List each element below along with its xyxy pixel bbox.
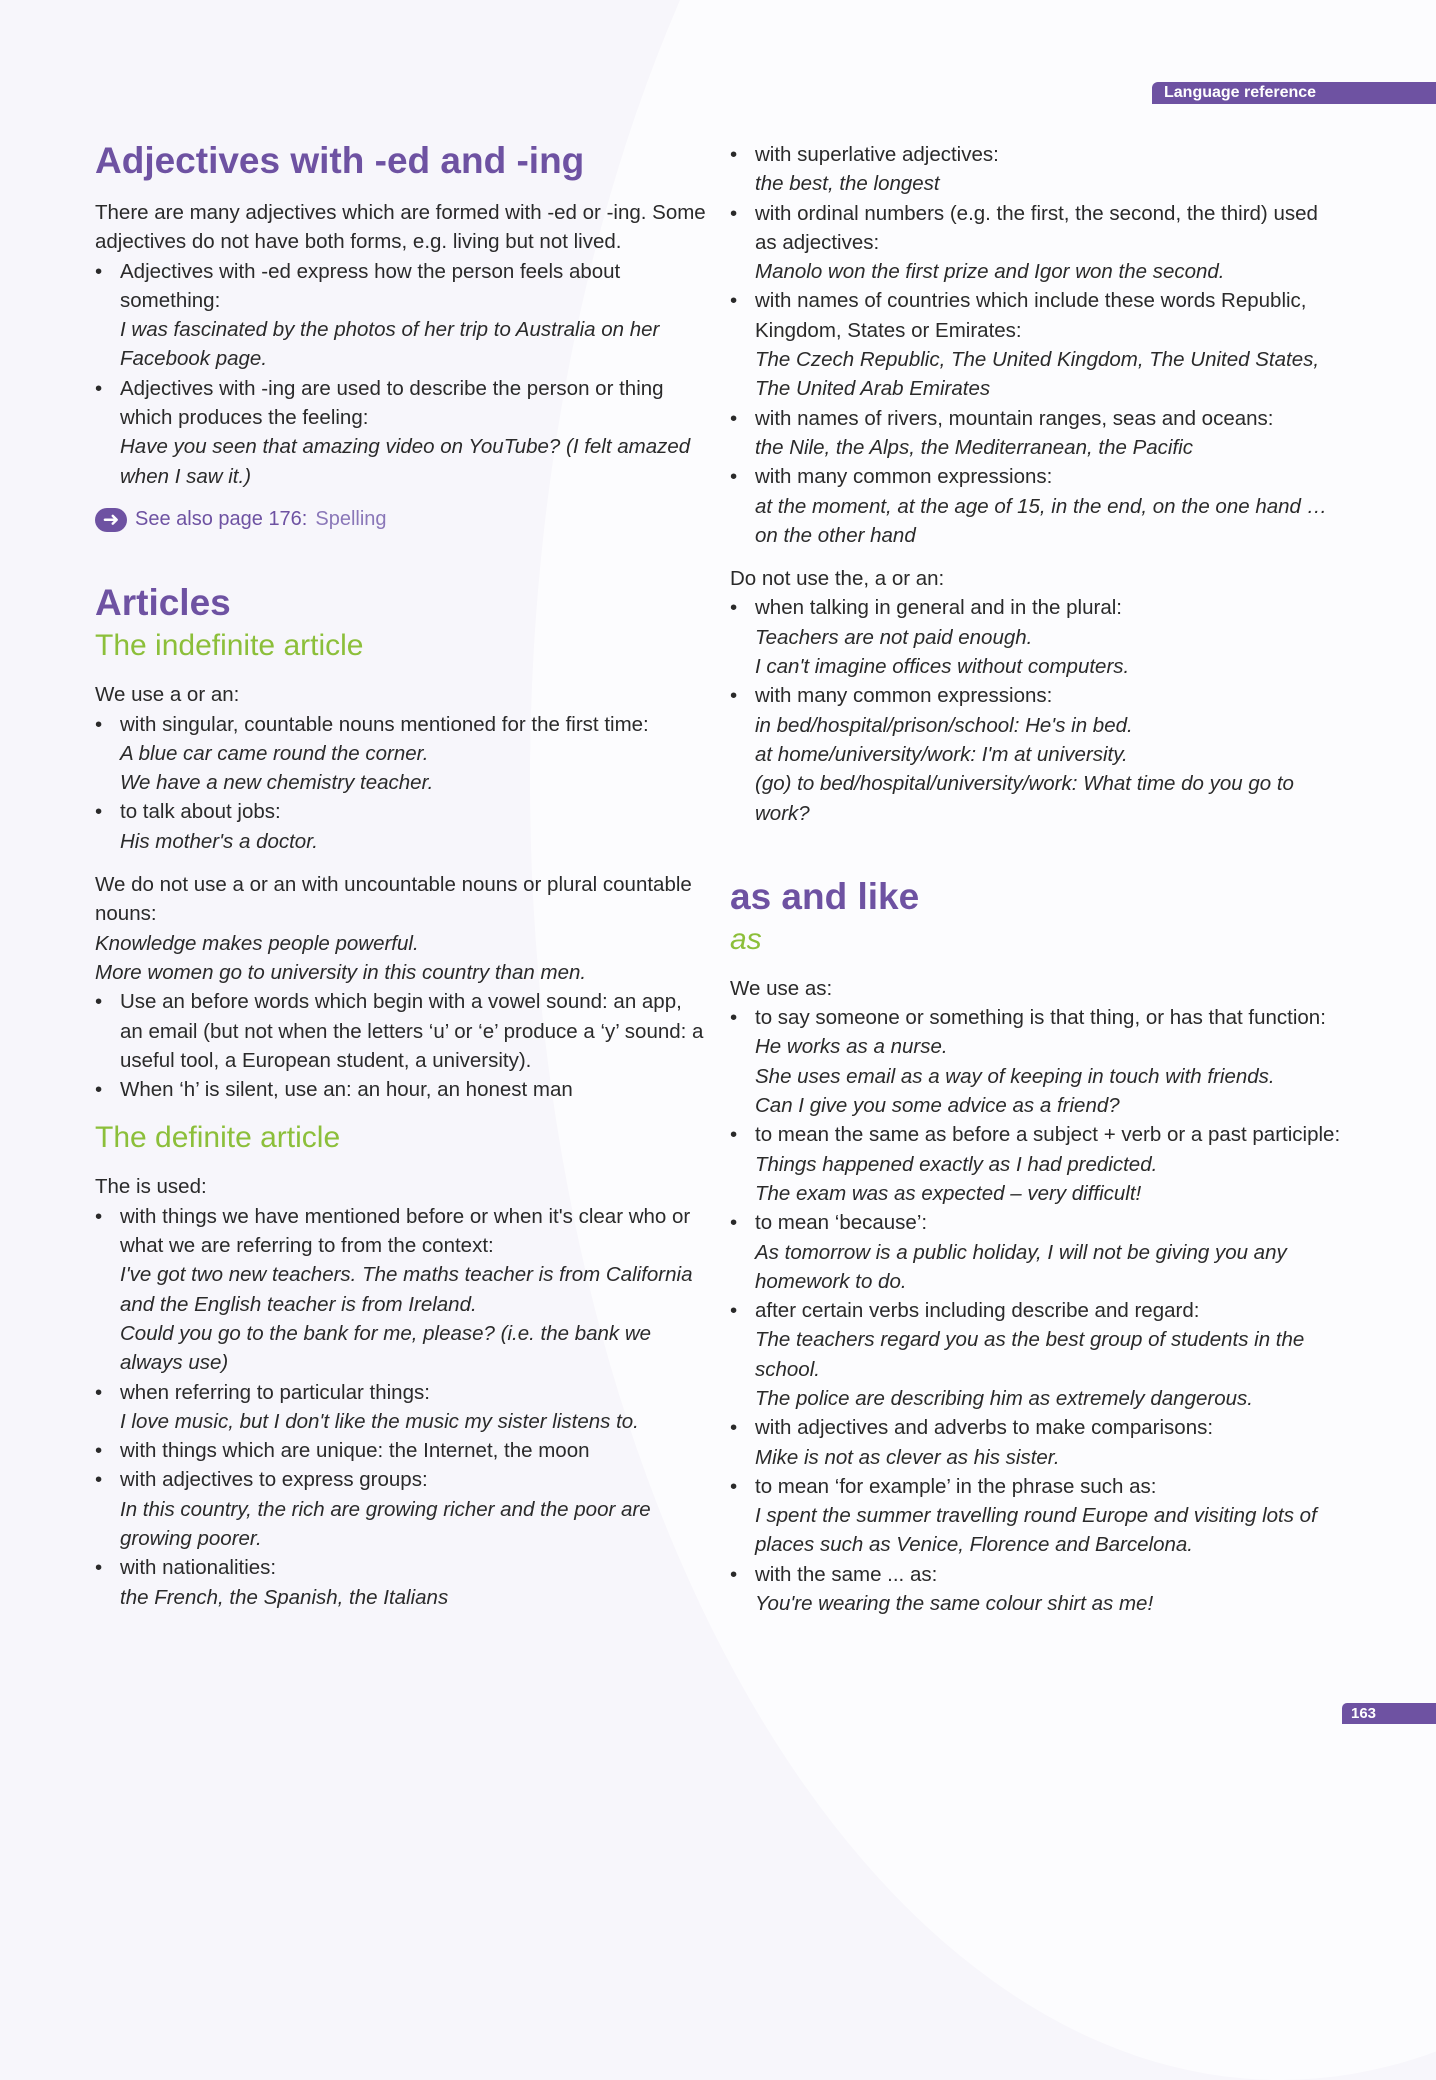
list-item: • Use an before words which begin with a vowel sound: an app, an email (but not when the letters ‘u’ or ‘e’ produce a ‘y’ sound: a useful tool, a European student, a university). [95,987,710,1075]
list-item: • after certain verbs including describe and regard: The teachers regard you as the best group of students in the school. The police are describing him as extremely dangerous. [730,1296,1342,1413]
list-item: • to mean ‘for example’ in the phrase such as: I spent the summer travelling round Europe and visiting lots of places such as Venice, Florence and Barcelona. [730,1472,1342,1560]
indefinite-article-heading: The indefinite article [95,629,364,663]
section-label: Language reference [1152,82,1436,104]
see-also-link[interactable]: ➜ See also page 176: Spelling [95,505,710,534]
definite-list [95,1202,710,1612]
list-item: • with many common expressions: in bed/hospital/prison/school: He's in bed. at home/university/work: I'm at university. (go) to bed/hospital/university/work: What time do you go to work? [730,681,1342,827]
list-item: • When ‘h’ is silent, use an: an hour, an honest man [95,1075,710,1104]
definite-article-heading: The definite article [95,1121,341,1155]
list-item: • when talking in general and in the plural: Teachers are not paid enough. I can't imagine offices without computers. [730,593,1342,681]
as-intro: We use as: [730,976,833,1000]
articles-heading: Articles [95,582,231,624]
list-item: • to talk about jobs: His mother's a doctor. [95,797,710,856]
list-item: • Adjectives with -ing are used to describe the person or thing which produces the feeling: Have you seen that amazing video on YouTube? (I felt amazed when I saw it.) [95,374,710,491]
list-item: • with names of countries which include these words Republic, Kingdom, States or Emirates: The Czech Republic, The United Kingdom, The United States, The United Arab Emirates [730,286,1342,403]
list-item: • with ordinal numbers (e.g. the first, the second, the third) used as adjectives: Manolo won the first prize and Igor won the second. [730,199,1342,287]
no-article-intro: Do not use the, a or an: [730,567,945,591]
list-item: • with many common expressions: at the moment, at the age of 15, in the end, on the one hand … on the other hand [730,462,1342,550]
list-item: • Adjectives with -ed express how the person feels about something: I was fascinated by the photos of her trip to Australia on her Facebook page. [95,257,710,374]
adjectives-list [95,257,710,491]
as-subheading: as [730,922,762,956]
list-item: • when referring to particular things: I love music, but I don't like the music my sister listens to. [95,1378,710,1437]
indefinite-note: We do not use a or an with uncountable nouns or plural countable nouns: [95,873,692,926]
definite-intro: The is used: [95,1175,207,1199]
list-item: • to mean the same as before a subject + verb or a past participle: Things happened exactly as I had predicted. The exam was as expected – very difficult! [730,1120,1342,1208]
left-column [95,138,710,1612]
list-item: • with adjectives to express groups: In this country, the rich are growing richer and the poor are growing poorer. [95,1465,710,1553]
arrow-right-icon: ➜ [95,508,127,532]
indefinite-example: Knowledge makes people powerful. [95,931,419,955]
as-like-heading: as and like [730,875,920,917]
list-item: • with nationalities: the French, the Spanish, the Italians [95,1553,710,1612]
list-item: • with things which are unique: the Internet, the moon [95,1436,710,1465]
no-article-list [730,593,1342,827]
right-column [730,140,1342,1618]
definite-list-continued [730,140,1342,550]
list-item: • with things we have mentioned before or when it's clear who or what we are referring to from the context: I've got two new teachers. The maths teacher is from California and the English teacher is from Ireland. Could you go to the bank for me, please? (i.e. the bank we always use) [95,1202,710,1378]
page-number: 163 [1342,1703,1436,1724]
as-list [730,1003,1342,1618]
list-item: • to mean ‘because’: As tomorrow is a public holiday, I will not be giving you any homework to do. [730,1208,1342,1296]
list-item: • with the same ... as: You're wearing the same colour shirt as me! [730,1560,1342,1619]
indefinite-intro: We use a or an: [95,683,240,707]
list-item: • with names of rivers, mountain ranges, seas and oceans: the Nile, the Alps, the Mediterranean, the Pacific [730,404,1342,463]
list-item: • with adjectives and adverbs to make comparisons: Mike is not as clever as his sister. [730,1413,1342,1472]
indefinite-list [95,710,710,856]
list-item: • with superlative adjectives: the best, the longest [730,140,1342,199]
indefinite-example: More women go to university in this country than men. [95,960,587,984]
indefinite-list-2 [95,987,710,1104]
list-item: • with singular, countable nouns mentioned for the first time: A blue car came round the corner. We have a new chemistry teacher. [95,710,710,798]
list-item: • to say someone or something is that thing, or has that function: He works as a nurse. She uses email as a way of keeping in touch with friends. Can I give you some advice as a friend? [730,1003,1342,1120]
adjectives-heading: Adjectives with -ed and -ing [95,140,585,181]
adjectives-intro: There are many adjectives which are formed with -ed or -ing. Some adjectives do not have both forms, e.g. living but not lived. [95,201,706,254]
